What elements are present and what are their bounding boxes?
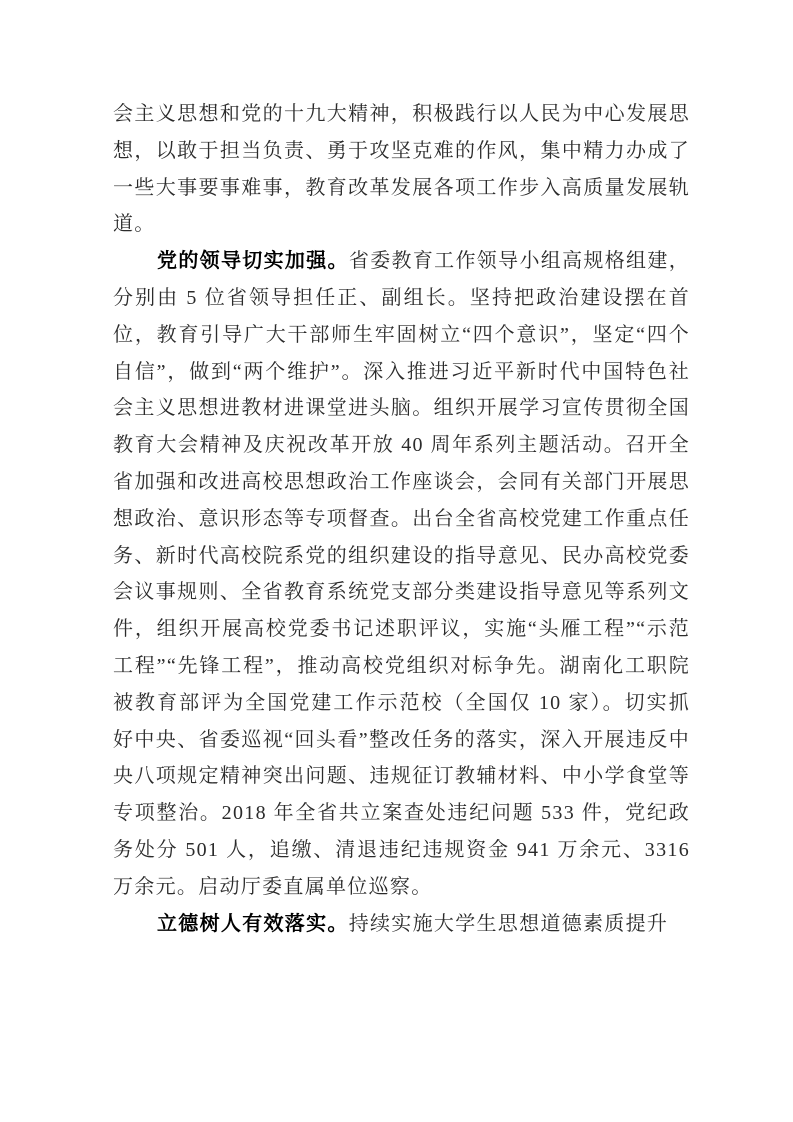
- paragraph-text: 持续实施大学生思想道德素质提升: [348, 912, 669, 935]
- paragraph: [113, 96, 690, 243]
- paragraph: [113, 243, 690, 905]
- document-body: [113, 96, 690, 942]
- paragraph-lead: 立德树人有效落实。: [157, 912, 349, 935]
- paragraph-lead: 党的领导切实加强。: [157, 250, 349, 273]
- paragraph: [113, 906, 690, 943]
- paragraph-text: 省委教育工作领导小组高规格组建，分别由 5 位省领导担任正、副组长。坚持把政治建设摆在首位，教育引导广大干部师生牢固树立“四个意识”，坚定“四个自信”，做到“两个维护”。深入推进习近平新时代中国特色社会主义思想进教材进课堂进头脑。组织开展学习宣传贯彻全国教育大会精神及庆祝改革开放 40 周年系列主题活动。召开全省加强和改进高校思想政治工作座谈会，会同有关部门开展思想政治、意识形态等专项督查。出台全省高校党建工作重点任务、新时代高校院系党的组织建设的指导意见、民办高校党委会议事规则、全省教育系统党支部分类建设指导意见等系列文件，组织开展高校党委书记述职评议，实施“头雁工程”“示范工程”“先锋工程”，推动高校党组织对标争先。湖南化工职院被教育部评为全国党建工作示范校（全国仅 10 家）。切实抓好中央、省委巡视“回头看”整改任务的落实，深入开展违反中央八项规定精神突出问题、违规征订教辅材料、中小学食堂等专项整治。2018 年全省共立案查处违纪问题 533 件，党纪政务处分 501 人，追缴、清退违纪违规资金 941 万余元、3316 万余元。启动厅委直属单位巡察。: [113, 250, 690, 898]
- paragraph-text: 会主义思想和党的十九大精神，积极践行以人民为中心发展思想，以敢于担当负责、勇于攻坚克难的作风，集中精力办成了一些大事要事难事，教育改革发展各项工作步入高质量发展轨道。: [113, 103, 690, 236]
